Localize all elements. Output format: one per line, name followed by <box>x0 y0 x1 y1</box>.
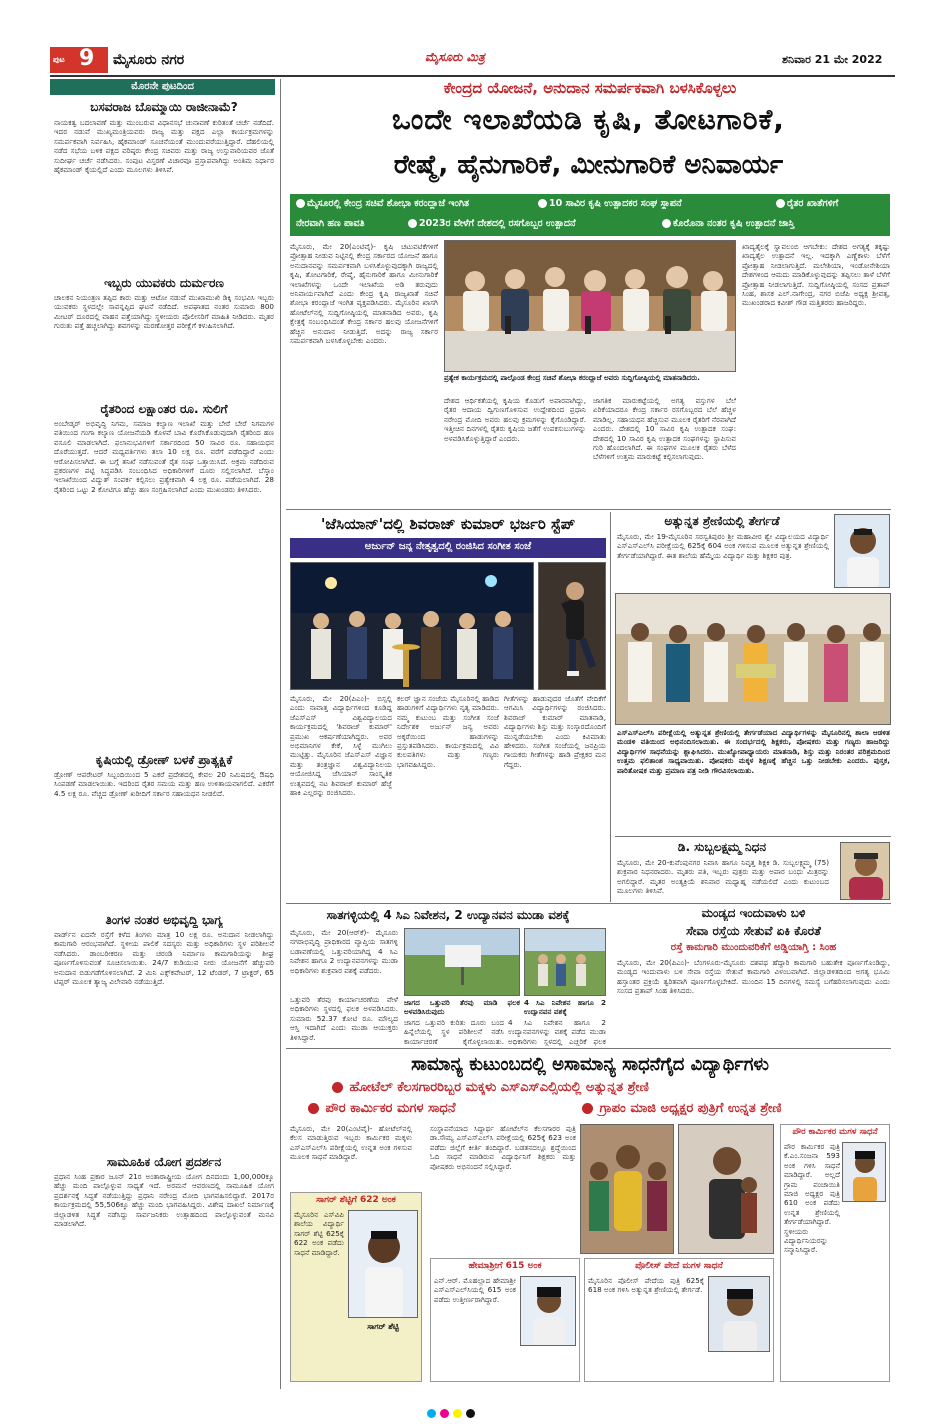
jssu-col1: ಮೈಸೂರು, ಮೇ 20(ಪಿಎಂ)- ಬಿಸ್ಸಲ್ಲಿ ಎಂದು ನಾವಾತ್ತ ವಿದ್ಯಾರ್ಥಿಗಳಿಂದ ಕೂಡಿದ್ದ ಜೆಎಸ್‌ಎಸ್ ವಿಶ್ವವಿದ್ಯಾಲಯದ ಕಾರ್ಯಕ್ರಮದಲ್ಲಿ 'ಶಿವರಾಜ್ ಕುಮಾರ್' ಪ್ರಮುಖ ಆಕರ್ಷಣೆಯಾಗಿದ್ದರು. ಅವರ ಅಭಿಮಾನಿಗಳ ಕೇಕೆ, ಸಿಳ್ಳೆ ಮುಗಿಲು ಮುಟ್ಟಿತ್ತು. ಮೈಸೂರಿನ ಜೆಎಸ್‌ಎಸ್ ವಿಜ್ಞಾನ ಮತ್ತು ತಂತ್ರಜ್ಞಾನ ವಿಶ್ವವಿದ್ಯಾನಿಲಯ ಆಯೋಜಿಸಿದ್ದ ಜೆಸಿಯಾನ್ ಸಾಂಸ್ಕೃತಿಕ ಉತ್ಸವದಲ್ಲಿ ನಟ ಶಿವರಾಜ್ ಕುಮಾರ್ ಹೆಜ್ಜೆ ಹಾಕಿ ಎಲ್ಲರನ್ನು ರಂಜಿಸಿದರು. <box>290 694 392 798</box>
lead-col2: ದೇಶದ ಆರ್ಥಿಕತೆಯಲ್ಲಿ ಕೃಷಿಯ ಕೊಡುಗೆ ಅಪಾರವಾಗಿದ್ದು, ರೈತರ ಆದಾಯ ದ್ವಿಗುಣಗೊಳಿಸುವ ಉದ್ದೇಶದಿಂದ ಪ್ರಧಾನಿ ನರೇಂದ್ರ ಮೋದಿ ಅವರು ಹಲವು ಕ್ರಮಗಳನ್ನು ಕೈಗೊಂಡಿದ್ದಾರೆ. ಇತ್ತೀಚಿನ ದಿನಗಳಲ್ಲಿ ರೈತರು ಕೃಷಿಯ ಜತೆಗೆ ಉಪಕಸುಬುಗಳನ್ನು ಅಳವಡಿಸಿಕೊಳ್ಳುತ್ತಿದ್ದಾರೆ ಎಂದರು. <box>444 396 586 443</box>
right-box-body: ಪೌರ ಕಾರ್ಮಿಕರ ಪುತ್ರಿ ಕೆ.ಎಂ.ಸಂಜನಾ 593 ಅಂಕ ಗಳಿಸಿ ಸಾಧನೆ ಮಾಡಿದ್ದಾರೆ. ಅಲ್ಲದೆ ಗ್ರಾಮ ಪಂಚಾಯಿತಿ ಮಾಜಿ ಅಧ್ಯಕ್ಷರ ಪುತ್ರಿ 610 ಅಂಕ ಪಡೆದು ಉನ್ನತ ಶ್ರೇಣಿಯಲ್ಲಿ ತೇರ್ಗಡೆಯಾಗಿದ್ದಾರೆ. ಸ್ಥಳೀಯರು ವಿದ್ಯಾರ್ಥಿನಿಯರನ್ನು ಸನ್ಮಾನಿಸಿದ್ದಾರೆ. <box>784 1142 840 1255</box>
lead-col4: ಖಾದ್ಯತೈಲಕ್ಕೆ ಸ್ವಾವಲಂಬಿ ಆಗಬೇಕು: ದೇಶದ ಅಗತ್ಯಕ್ಕೆ ತಕ್ಕಷ್ಟು ಖಾದ್ಯತೈಲ ಉತ್ಪಾದನೆ ಇಲ್ಲ. ಇದಕ್ಕಾಗಿ ಎಣ್ಣೆಕಾಳು ಬೆಳೆಗೆ ಪ್ರೋತ್ಸಾಹ ನೀಡಲಾಗುತ್ತಿದೆ. ಮಲೇಶಿಯಾ, ಇಂಡೋನೇಶಿಯಾ ದೇಶಗಳಿಂದ ಆಮದು ಮಾಡಿಕೊಳ್ಳುವುದನ್ನು ತಪ್ಪಿಸಲು ತಾಳೆ ಬೆಳೆಗೆ ಪ್ರೋತ್ಸಾಹ ನೀಡಲಾಗುತ್ತಿದೆ. ಸುದ್ದಿಗೋಷ್ಠಿಯಲ್ಲಿ ಸಂಸದ ಪ್ರತಾಪ್ ಸಿಂಹ, ಶಾಸಕ ಎಲ್.ನಾಗೇಂದ್ರ, ನಗರ ಬಿಜೆಪಿ ಅಧ್ಯಕ್ಷ ಶ್ರೀವತ್ಸ, ಮುಖಂಡರಾದ ಕವೀಶ್ ಗೌಡ ಮತ್ತಿತರರು ಹಾಜರಿದ್ದರು. <box>742 242 890 308</box>
right-box-title: ಪೌರ ಕಾರ್ಮಿಕರ ಮಗಳ ಸಾಧನೆ <box>792 1127 878 1137</box>
section-rule-2 <box>286 1048 891 1049</box>
story3-title: ರೈತರಿಂದ ಲಕ್ಷಾಂತರ ರೂ. ಸುಲಿಗೆ <box>100 402 228 416</box>
topper-ceremony: ಎಸ್‌ಎಸ್‌ಎಲ್‌ಸಿ ಪರೀಕ್ಷೆಯಲ್ಲಿ ಅತ್ಯುನ್ನತ ಶ್ರೇಣಿಯಲ್ಲಿ ತೇರ್ಗಡೆಯಾದ ವಿದ್ಯಾರ್ಥಿಗಳನ್ನು ಮೈಸೂರಿನಲ್ಲಿ ಶಾಲಾ ಆಡಳಿತ ಮಂಡಳಿ ವತಿಯಿಂದ ಅಭಿನಂದಿಸಲಾಯಿತು. ಈ ಸಂದರ್ಭದಲ್ಲಿ ಶಿಕ್ಷಕರು, ಪೋಷಕರು ಮತ್ತು ಗಣ್ಯರು ಹಾಜರಿದ್ದು ವಿದ್ಯಾರ್ಥಿಗಳ ಸಾಧನೆಯನ್ನು ಶ್ಲಾಘಿಸಿದರು. ಮುಖ್ಯೋಪಾಧ್ಯಾಯರು ಮಾತನಾಡಿ, ಶಿಸ್ತು ಮತ್ತು ನಿರಂತರ ಪರಿಶ್ರಮದಿಂದ ಉತ್ತಮ ಫಲಿತಾಂಶ ಸಾಧ್ಯವಾಯಿತು. ಪೋಷಕರು ಮಕ್ಕಳ ಶಿಕ್ಷಣಕ್ಕೆ ಹೆಚ್ಚಿನ ಒತ್ತು ನೀಡಬೇಕು ಎಂದರು. ಪುಸ್ತಕ, ಪಾರಿತೋಷಕ ಮತ್ತು ಪ್ರಮಾಣ ಪತ್ರ ನೀಡಿ ಗೌರವಿಸಲಾಯಿತು. <box>617 728 890 775</box>
story1-title: ಬಸವರಾಜ ಬೊಮ್ಮಾಯಿ ರಾಜೀನಾಮೆ? <box>90 100 238 114</box>
lead-col1: ಮೈಸೂರು, ಮೇ 20(ಎಂಟಿವೈ)- ಕೃಷಿ ಚಟುವಟಿಕೆಗಳಿಗೆ ಪ್ರೋತ್ಸಾಹ ನೀಡುವ ನಿಟ್ಟಿನಲ್ಲಿ ಕೇಂದ್ರ ಸರ್ಕಾರದ ಯೋಜನೆ ಹಾಗೂ ಅನುದಾನವನ್ನು ಸಮರ್ಪಕವಾಗಿ ಬಳಸಿಕೊಳ್ಳುವುದಕ್ಕಾಗಿ ರಾಜ್ಯದಲ್ಲಿ ಕೃಷಿ, ತೋಟಗಾರಿಕೆ, ರೇಷ್ಮೆ, ಹೈನುಗಾರಿಕೆ ಹಾಗೂ ಮೀನುಗಾರಿಕೆ ಇಲಾಖೆಗಳನ್ನು ಒಂದೇ ಇಲಾಖೆಯ ಅಡಿ ತರುವುದು ಅನಿವಾರ್ಯವಾಗಿದೆ ಎಂದು ಕೇಂದ್ರ ಕೃಷಿ ರಾಜ್ಯಖಾತೆ ಸಚಿವೆ ಶೋಭಾ ಕರಂದ್ಲಾಜೆ ಇಂಗಿತ ವ್ಯಕ್ತಪಡಿಸಿದರು. ಮೈಸೂರಿನ ಖಾಸಗಿ ಹೋಟೆಲ್‌ನಲ್ಲಿ ಸುದ್ದಿಗೋಷ್ಠಿಯಲ್ಲಿ ಮಾತನಾಡಿದ ಅವರು, ಕೃಷಿ ಕ್ಷೇತ್ರಕ್ಕೆ ಸಂಬಂಧಿಸಿದಂತೆ ಕೇಂದ್ರ ಸರ್ಕಾರ ಹಲವು ಯೋಜನೆಗಳಿಗೆ ಹೆಚ್ಚಿನ ಅನುದಾನ ನೀಡುತ್ತಿದೆ. ಅದನ್ನು ರಾಜ್ಯ ಸರ್ಕಾರ ಸಮರ್ಪಕವಾಗಿ ಬಳಸಿಕೊಳ್ಳಬೇಕು ಎಂದರು. <box>290 242 438 346</box>
lead-kicker: ಕೇಂದ್ರದ ಯೋಜನೆ, ಅನುದಾನ ಸಮರ್ಪಕವಾಗಿ ಬಳಸಿಕೊಳ್ಳಲು <box>443 79 737 97</box>
muda-headline: ಸಾತಗಳ್ಳಿಯಲ್ಲಿ 4 ಸಿಎ ನಿವೇಶನ, 2 ಉದ್ಯಾನವನ ಮುಡಾ ವಶಕ್ಕೆ <box>326 908 570 922</box>
lead-bullet-2: 10 ಸಾವಿರ ಕೃಷಿ ಉತ್ಪಾದಕರ ಸಂಘ ಸ್ಥಾಪನೆ <box>536 198 772 209</box>
muda-col2: ಒತ್ತುವರಿ ತೆರವು ಕಾರ್ಯಾಚರಣೆಯ ವೇಳೆ ಅಧಿಕಾರಿಗಳು ಸ್ಥಳದಲ್ಲಿ ಫಲಕ ಅಳವಡಿಸಿದರು. ಸುಮಾರು 52.37 ಕೋಟಿ ರೂ. ಮೌಲ್ಯದ ಆಸ್ತಿ ಇದಾಗಿದೆ ಎಂದು ಮುಡಾ ಆಯುಕ್ತರು ತಿಳಿಸಿದ್ದಾರೆ. <box>290 995 398 1042</box>
lead-bullet-6: ಕೊರೊನಾ ನಂತರ ಕೃಷಿ ಉತ್ಪಾದನೆ ಜಾಸ್ತಿ <box>660 218 890 229</box>
press-meet-photo <box>444 240 736 372</box>
story1-body: ನಾಯಕತ್ವ ಬದಲಾವಣೆ ಮತ್ತು ಮುಂಬರುವ ವಿಧಾನಸಭೆ ಚುನಾವಣೆ ಕುರಿತಂತೆ ಚರ್ಚೆ ನಡೆದಿದೆ. ಇದರ ನಡುವೆ ಮುಖ್ಯಮಂತ್ರಿಯವರು ರಾಜ್ಯ ಮತ್ತು ಪಕ್ಷದ ಎಲ್ಲಾ ಕಾರ್ಯಕ್ರಮಗಳನ್ನು ಸಮರ್ಪಕವಾಗಿ ನಿರ್ವಹಿಸಿ, ಹೈಕಮಾಂಡ್ ಸೂಚನೆಯಂತೆ ಮುಂದುವರೆಯುತ್ತಿದ್ದಾರೆ. ದೆಹಲಿಯಲ್ಲಿ ನಡೆದ ಸಭೆಯ ಬಳಿಕ ಪಕ್ಷದ ವರಿಷ್ಠರು ಕೇಂದ್ರ ಸಚಿವರು ಮತ್ತು ರಾಜ್ಯ ಉಸ್ತುವಾರಿಯವರ ಜೊತೆ ಸುದೀರ್ಘ ಚರ್ಚೆ ನಡೆಸಿದರು. ಸಂಪುಟ ವಿಸ್ತರಣೆ ವಿಚಾರವೂ ಪ್ರಸ್ತಾಪವಾಗಿದ್ದು ಅಂತಿಮ ನಿರ್ಧಾರ ಹೈಕಮಾಂಡ್ ಕೈಯಲ್ಲಿದೆ ಎಂದು ಮೂಲಗಳು ತಿಳಿಸಿವೆ. <box>54 118 274 175</box>
header-rule <box>50 75 895 77</box>
obituary-body: ಮೈಸೂರು, ಮೇ 20-ಕುವೆಂಪುನಗರ ನಿವಾಸಿ ಹಾಗೂ ನಿವೃತ್ತ ಶಿಕ್ಷಕಿ ಡಿ. ಸುಬ್ಬಲಕ್ಷ್ಮಮ್ಮ (75) ಶುಕ್ರವಾರ ನಿಧನರಾದರು. ಮೃತರು ಪತಿ, ಇಬ್ಬರು ಪುತ್ರರು ಮತ್ತು ಅಪಾರ ಬಂಧು ಮಿತ್ರರನ್ನು ಅಗಲಿದ್ದಾರೆ. ಮೃತರ ಅಂತ್ಯಕ್ರಿಯೆ ಶನಿವಾರ ಮಧ್ಯಾಹ್ನ ನಡೆಯಲಿದೆ ಎಂದು ಕುಟುಂಬದ ಮೂಲಗಳು ತಿಳಿಸಿವೆ. <box>617 858 829 896</box>
obituary-rule <box>615 836 891 837</box>
indu-subhead: ಸೇವಾ ರಸ್ತೆಯ ಸೇತುವೆ ಏಕಿ ಕೊರತೆ <box>686 924 821 938</box>
page-label: ಪುಟ <box>53 55 65 64</box>
jssu-col3: ಗೀತೆಗಳನ್ನು ಹಾಡುವುದರ ಜೊತೆಗೆ ವೇದಿಕೆಗೆ ಆಗಮಿಸಿ ವಿದ್ಯಾರ್ಥಿಗಳನ್ನು ರಂಜಿಸಿದರು. ಶಿವರಾಜ್ ಕುಮಾರ್ ಮಾತನಾಡಿ, ವಿದ್ಯಾರ್ಥಿಗಳು ಶಿಸ್ತು ಮತ್ತು ಸಂಸ್ಕಾರದೊಂದಿಗೆ ಮುನ್ನಡೆಯಬೇಕು ಎಂದು ಕಿವಿಮಾತು ಹೇಳಿದರು. ಸಂಗೀತ ಸಂಜೆಯಲ್ಲಿ ಜನಪ್ರಿಯ ಗಾಯಕರು ಗೀತೆಗಳನ್ನು ಹಾಡಿ ಪ್ರೇಕ್ಷಕರ ಮನ ಗೆದ್ದರು. <box>504 694 606 769</box>
lamp-lighting-photo <box>290 562 534 690</box>
section-title: ಮೈಸೂರು ನಗರ <box>113 52 185 68</box>
story2-title: ಇಬ್ಬರು ಯುವಕರು ದುರ್ಮರಣ <box>104 276 224 290</box>
jssu-subhead: ಅರ್ಜುನ್ ಜನ್ಯ ನೇತೃತ್ವದಲ್ಲಿ ರಂಜಿಸಿದ ಸಂಗೀತ ಸಂಜೆ <box>364 541 532 552</box>
lead-bullet-4: ನೇರವಾಗಿ ಹಣ ಪಾವತಿ <box>296 218 365 229</box>
lead-headline-line2: ರೇಷ್ಮೆ, ಹೈನುಗಾರಿಕೆ, ಮೀನುಗಾರಿಕೆ ಅನಿವಾರ್ಯ <box>393 150 784 180</box>
students-headline: ಸಾಮಾನ್ಯ ಕುಟುಂಬದಲ್ಲಿ ಅಸಾಮಾನ್ಯ ಸಾಧನೆಗೈದ ವಿದ್ಯಾರ್ಥಿಗಳು <box>411 1054 769 1075</box>
indu-sub2: ರಸ್ತೆ ಕಾಮಗಾರಿ ಮುಂದುವರಿಕೆಗೆ ಅಡ್ಡಿಯಾಗ್ತಿ : ಸಿಂಹ <box>670 942 837 953</box>
story6-title: ಸಾಮೂಹಿಕ ಯೋಗ ಪ್ರದರ್ಶನ <box>106 1155 222 1169</box>
topper-body: ಮೈಸೂರು, ಮೇ 19-ಮೈಸೂರಿನ ಸರಸ್ವತಿಪುರಂ ಶ್ರೀ ಮಹಾವೀರ ಶ್ವೇ ವಿದ್ಯಾಲಯದ ವಿದ್ಯಾರ್ಥಿ ಎಸ್‌ಎಸ್‌ಎಲ್‌ಸಿ ಪರೀಕ್ಷೆಯಲ್ಲಿ 625ಕ್ಕೆ 604 ಅಂಕ ಗಳಿಸುವ ಮೂಲಕ ಅತ್ಯುನ್ನತ ಶ್ರೇಣಿಯಲ್ಲಿ ತೇರ್ಗಡೆಯಾಗಿದ್ದಾರೆ. ಈತ ಶಾಲೆಯ ಹೆಮ್ಮೆಯ ವಿದ್ಯಾರ್ಥಿ ಮತ್ತು ಶಿಕ್ಷಕರ ಪುತ್ರ. <box>617 532 829 560</box>
story5-title: ತಿಂಗಳ ನಂತರ ಅಭಿವೃದ್ಧಿ ಭಾಗ್ಯ <box>105 913 223 927</box>
indu-body: ಮೈಸೂರು, ಮೇ 20(ಪಿಎಂ)- ಬೆಂಗಳೂರು-ಮೈಸೂರು ದಶಪಥ ಹೆದ್ದಾರಿ ಕಾಮಗಾರಿ ಬಹುತೇಕ ಪೂರ್ಣಗೊಂಡಿದ್ದು, ಮಂಡ್ಯದ ಇಂದುವಾಳು ಬಳಿ ಸೇವಾ ರಸ್ತೆಯ ಸೇತುವೆ ಕಾಮಗಾರಿ ವಿಳಂಬವಾಗಿದೆ. ಜಿಲ್ಲಾಡಳಿತದಿಂದ ಅಗತ್ಯ ಭೂಮಿ ಹಸ್ತಾಂತರ ಪ್ರಕ್ರಿಯೆ ತ್ವರಿತವಾಗಿ ಪೂರ್ಣಗೊಳ್ಳಬೇಕಿದೆ. ಮುಂದಿನ 15 ದಿನಗಳಲ್ಲಿ ಸಮಸ್ಯೆ ಬಗೆಹರಿಸಲಾಗುವುದು ಎಂದು ಸಂಸದ ಪ್ರತಾಪ್ ಸಿಂಹ ತಿಳಿಸಿದರು. <box>617 958 890 996</box>
box1-portrait <box>348 1210 418 1318</box>
lead-bottom-rule <box>286 509 891 510</box>
story2-body: ಚಾಲಕನ ನಿಯಂತ್ರಣ ತಪ್ಪಿದ ಕಾರು ಮತ್ತು ಆಟೋ ನಡುವೆ ಮುಖಾಮುಖಿ ಡಿಕ್ಕಿ ಸಂಭವಿಸಿ ಇಬ್ಬರು ಯುವಕರು ಸ್ಥಳದಲ್ಲೇ ಸಾವನ್ನಪ್ಪಿದ ಘಟನೆ ನಡೆದಿದೆ. ಅಪಘಾತದ ನಂತರ ಸುಮಾರು 800 ಮೀಟರ್ ದೂರದಲ್ಲಿ ವಾಹನ ಪತ್ತೆಯಾಗಿದ್ದು ಸ್ಥಳೀಯರು ಪೊಲೀಸರಿಗೆ ಮಾಹಿತಿ ನೀಡಿದರು. ಮೃತರ ಗುರುತು ಪತ್ತೆ ಹಚ್ಚಲಾಗಿದ್ದು ಶವಗಳನ್ನು ಮರಣೋತ್ತರ ಪರೀಕ್ಷೆಗೆ ಕಳುಹಿಸಲಾಗಿದೆ. <box>54 293 274 331</box>
mid-divider <box>610 512 611 902</box>
muda-col1: ಮೈಸೂರು, ಮೇ 20(ಆರ್‌ಕೆ)- ಮೈಸೂರು ನಗರಾಭಿವೃದ್ಧಿ ಪ್ರಾಧಿಕಾರದ ವ್ಯಾಪ್ತಿಯ ಸಾತಗಳ್ಳಿ ಬಡಾವಣೆಯಲ್ಲಿ ಒತ್ತುವರಿಯಾಗಿದ್ದ 4 ಸಿಎ ನಿವೇಶನ ಹಾಗೂ 2 ಉದ್ಯಾನವನಗಳನ್ನು ಮುಡಾ ಅಧಿಕಾರಿಗಳು ಶುಕ್ರವಾರ ವಶಕ್ಕೆ ಪಡೆದರು. <box>290 928 398 975</box>
continued-label: ಮೊರನೇ ಪುಟದಿಂದ <box>131 81 194 92</box>
students-sub1: ಹೋಟೆಲ್ ಕೆಲಸಗಾರರಿಬ್ಬರ ಮಕ್ಕಳು ಎಸ್ಎಸ್ಎಲ್ಸಿಯಲ್ಲಿ ಅತ್ಯುನ್ನತ ಶ್ರೇಣಿ <box>330 1080 890 1095</box>
students-intro: ಮೈಸೂರು, ಮೇ 20(ಎಂಟಿವೈ)- ಹೋಟೆಲ್‌ನಲ್ಲಿ ಕೆಲಸ ಮಾಡುತ್ತಿರುವ ಇಬ್ಬರು ಕಾರ್ಮಿಕರ ಮಕ್ಕಳು ಎಸ್‌ಎಸ್‌ಎಲ್‌ಸಿ ಪರೀಕ್ಷೆಯಲ್ಲಿ ಉನ್ನತ ಅಂಕ ಗಳಿಸುವ ಮೂಲಕ ಸಾಧನೆ ಮಾಡಿದ್ದಾರೆ. <box>290 1124 412 1162</box>
date-line: ಶನಿವಾರ 21 ಮೇ 2022 <box>782 53 883 66</box>
students-sub3: ಗ್ರಾಪಂ ಮಾಜಿ ಅಧ್ಯಕ್ಷರ ಪುತ್ರಿಗೆ ಉನ್ನತ ಶ್ರೇಣಿ <box>580 1101 890 1116</box>
box2-portrait <box>520 1276 576 1346</box>
muda-site-photo-2 <box>524 928 606 996</box>
students-mid: ಸಂಸ್ಥಾಪನೆಯಾದ ಸಿದ್ದಾರ್ಥ ಹೋಟೆಲ್‌ನ ಕೆಲಸಗಾರರ ಪುತ್ರಿ ಡಾ.ಸೌಮ್ಯ ಎಸ್‌ಎಸ್‌ಎಲ್‌ಸಿ ಪರೀಕ್ಷೆಯಲ್ಲಿ 625ಕ್ಕೆ 623 ಅಂಕ ಪಡೆದು ಜಿಲ್ಲೆಗೆ ಕೀರ್ತಿ ತಂದಿದ್ದಾರೆ. ಬಡತನದಲ್ಲೂ ಶ್ರದ್ಧೆಯಿಂದ ಓದಿ ಸಾಧನೆ ಮಾಡಿರುವ ವಿದ್ಯಾರ್ಥಿನಿಗೆ ಶಿಕ್ಷಕರು ಮತ್ತು ಪೋಷಕರು ಅಭಿನಂದನೆ ಸಲ್ಲಿಸಿದ್ದಾರೆ. <box>430 1124 576 1171</box>
jssu-headline: 'ಜೆಸಿಯಾನ್'ದಲ್ಲಿ ಶಿವರಾಜ್ ಕುಮಾರ್ ಭರ್ಜರಿ ಸ್ಟೆಪ್ <box>320 515 576 533</box>
lead-caption: ಪ್ರತ್ಯೇಕ ಕಾರ್ಯಕ್ರಮದಲ್ಲಿ ಪಾಲ್ಗೊಂಡ ಕೇಂದ್ರ ಸಚಿವೆ ಶೋಭಾ ಕರಂದ್ಲಾಜೆ ಅವರು ಸುದ್ದಿಗೋಷ್ಠಿಯಲ್ಲಿ ಮಾತನಾಡಿದರು. <box>444 374 700 382</box>
students-sub2: ಪೌರ ಕಾರ್ಮಿಕರ ಮಗಳ ಸಾಧನೆ <box>306 1101 576 1116</box>
muda-col4: 4 ಸಿಎ ನಿವೇಶನ ಹಾಗೂ 2 ಉದ್ಯಾನವನಗಳನ್ನು ವಶಕ್ಕೆ ಪಡೆದ ಮುಡಾ ಅಧಿಕಾರಿಗಳು ಸ್ಥಳದಲ್ಲಿ ಎಚ್ಚರಿಕೆ ಫಲಕ <box>508 1018 606 1046</box>
lead-bullet-5: 2023ರ ವೇಳೆಗೆ ದೇಶದಲ್ಲಿ ರಸಗೊಬ್ಬರ ಉತ್ಪಾದನೆ <box>406 218 658 229</box>
column-divider <box>280 79 281 1389</box>
indu-headline: ಮಂಡ್ಯದ ಇಂದುವಾಳು ಬಳಿ <box>701 906 806 920</box>
muda-caption-2: 4 ಸಿಎ ನಿವೇಶನ ಹಾಗೂ 2 ಉದ್ಯಾನವನ ವಶಕ್ಕೆ <box>524 998 606 1016</box>
lead-bullet-3: ರೈತರ ಖಾತೆಗಳಿಗೆ <box>774 198 890 209</box>
felicitation-photo <box>615 593 891 725</box>
box3-portrait <box>708 1276 770 1352</box>
section-rule-1 <box>286 903 891 904</box>
lead-bullet-1: ಮೈಸೂರಲ್ಲಿ ಕೇಂದ್ರ ಸಚಿವೆ ಶೋಭಾ ಕರಂದ್ಲಾಜೆ ಇಂಗಿತ <box>294 198 534 209</box>
story3-body: ಅಂಬೇಡ್ಕರ್ ಅಭಿವೃದ್ಧಿ ನಿಗಮ, ಸಮಾಜ ಕಲ್ಯಾಣ ಇಲಾಖೆ ಮತ್ತು ಬೇರೆ ಬೇರೆ ನಿಗಮಗಳ ವತಿಯಿಂದ ಗಂಗಾ ಕಲ್ಯಾಣ ಯೋಜನೆಯಡಿ ಕೊಳವೆ ಬಾವಿ ಕೊರೆಸಿಕೊಡುವುದಾಗಿ ರೈತರಿಂದ ಹಣ ವಸೂಲಿ ಮಾಡಲಾಗಿದೆ. ಫಲಾನುಭವಿಗಳಿಗೆ ಸರ್ಕಾರದಿಂದ 50 ಸಾವಿರ ರೂ. ಸಹಾಯಧನ ದೊರೆಯುತ್ತದೆ. ಆದರೆ ಮಧ್ಯವರ್ತಿಗಳು ತಲಾ 10 ಲಕ್ಷ ರೂ. ವರೆಗೆ ಪಡೆದಿದ್ದಾರೆ ಎಂದು ಆರೋಪಿಸಲಾಗಿದೆ. ಈ ಬಗ್ಗೆ ತನಿಖೆ ನಡೆಸುವಂತೆ ರೈತ ಸಂಘ ಒತ್ತಾಯಿಸಿದೆ. ಅಕ್ರಮ ನಡೆದಿರುವ ಪ್ರಕರಣಗಳ ಪಟ್ಟಿ ಸಿದ್ಧಪಡಿಸಿ ಸಂಬಂಧಿಸಿದ ಅಧಿಕಾರಿಗಳಿಗೆ ದೂರು ಸಲ್ಲಿಸಲಾಗಿದೆ. ಬೆಸ್ಕಾಂ ಇಲಾಖೆಯಿಂದ ವಿದ್ಯುತ್ ಸಂಪರ್ಕ ಕಲ್ಪಿಸಲು ಪ್ರತ್ಯೇಕವಾಗಿ 4 ಲಕ್ಷ ರೂ. ಪಡೆಯಲಾಗಿದೆ. 28 ರೈತರಿಂದ ಒಟ್ಟು 2 ಕೋಟಿಗೂ ಹೆಚ್ಚು ಹಣ ಸಂಗ್ರಹಿಸಲಾಗಿದೆ ಎಂದು ಮುಖಂಡರು ತಿಳಿಸಿದರು. <box>54 419 274 494</box>
box2-title: ಹೇಮಾಶ್ರೀಗೆ 615 ಅಂಕ <box>468 1261 542 1271</box>
topper-portrait <box>834 514 890 588</box>
obituary-headline: ಡಿ. ಸುಬ್ಬಲಕ್ಷ್ಮಮ್ಮ ನಿಧನ <box>677 840 767 854</box>
story5-body: ವಾರ್ಡ್‌ನ ಐದನೇ ರಸ್ತೆಗೆ ಕಳೆದ ತಿಂಗಳು ಮಾತ್ರ 10 ಲಕ್ಷ ರೂ. ಅನುದಾನ ನೀಡಲಾಗಿದ್ದು ಕಾಮಗಾರಿ ಆರಂಭವಾಗಿದೆ. ಸ್ಥಳೀಯ ಪಾಲಿಕೆ ಸದಸ್ಯರು ಮತ್ತು ಅಧಿಕಾರಿಗಳು ಸ್ಥಳ ಪರಿಶೀಲನೆ ನಡೆಸಿದರು. ಡಾಂಬರೀಕರಣ ಮತ್ತು ಚರಂಡಿ ನಿರ್ಮಾಣ ಕಾಮಗಾರಿಯನ್ನು ಶೀಘ್ರ ಪೂರ್ಣಗೊಳಿಸುವಂತೆ ಸೂಚಿಸಲಾಯಿತು. 24/7 ಕುಡಿಯುವ ನೀರು ಯೋಜನೆಗೆ ಹೆಚ್ಚುವರಿ ಅನುದಾನ ಬಿಡುಗಡೆಗೊಳಿಸಲಾಗಿದೆ. 2 ಮಿನಿ ಎಕ್ಸ್‌ಕವೇಟರ್, 12 ಟೆಂಡರ್, 7 ಟ್ರಾಕ್ಟರ್, 65 ಟಿಪ್ಪರ್ ಮೂಲಕ ತ್ಯಾಜ್ಯ ವಿಲೇವಾರಿ ನಡೆಯುತ್ತಿದೆ. <box>54 930 274 987</box>
muda-col3: ಜಾಗದ ಒತ್ತುವರಿ ಕುರಿತು ದೂರು ಬಂದ ಹಿನ್ನೆಲೆಯಲ್ಲಿ ಸ್ಥಳ ಪರಿಶೀಲನೆ ನಡೆಸಿ ಕಾರ್ಯಾಚರಣೆ ಕೈಗೊಳ್ಳಲಾಯಿತು. <box>404 1018 504 1046</box>
muda-caption-1: ಜಾಗದ ಒತ್ತುವರಿ ತೆರವು ಮಾಡಿ ಫಲಕ ಅಳವಡಿಸಿರುವುದು <box>404 998 520 1016</box>
lead-col3: ಜಾಗತಿಕ ಮಾರುಕಟ್ಟೆಯಲ್ಲಿ ಅಗತ್ಯ ವಸ್ತುಗಳ ಬೆಲೆ ಏರಿಕೆಯಾದರೂ ಕೇಂದ್ರ ಸರ್ಕಾರ ರಸಗೊಬ್ಬರದ ಬೆಲೆ ಹೆಚ್ಚಳ ಮಾಡಿಲ್ಲ. ಸಹಾಯಧನ ಹೆಚ್ಚಿಸುವ ಮೂಲಕ ರೈತರಿಗೆ ನೆರವಾಗಿದೆ ಎಂದರು. ದೇಶದಲ್ಲಿ 10 ಸಾವಿರ ಕೃಷಿ ಉತ್ಪಾದಕ ಸಂಘ: ದೇಶದಲ್ಲಿ 10 ಸಾವಿರ ಕೃಷಿ ಉತ್ಪಾದಕ ಸಂಘಗಳನ್ನು ಸ್ಥಾಪಿಸುವ ಗುರಿ ಹೊಂದಲಾಗಿದೆ. ಈ ಸಂಘಗಳ ಮೂಲಕ ರೈತರು ಬೆಳೆದ ಬೆಳೆಗಳಿಗೆ ಉತ್ತಮ ಮಾರುಕಟ್ಟೆ ಕಲ್ಪಿಸಲಾಗುವುದು. <box>593 396 736 462</box>
story6-body: ಪ್ರಧಾನ ಸಿಂಹ ಪ್ರಕಾರ ಜೂನ್ 21ರ ಅಂತಾರಾಷ್ಟ್ರೀಯ ಯೋಗ ದಿನದಂದು 1,00,000ಕ್ಕೂ ಹೆಚ್ಚು ಮಂದಿ ಪಾಲ್ಗೊಳ್ಳುವ ಸಾಧ್ಯತೆ ಇದೆ. ಅರಮನೆ ಆವರಣದಲ್ಲಿ ಸಾಮೂಹಿಕ ಯೋಗ ಪ್ರದರ್ಶನಕ್ಕೆ ಸಿದ್ಧತೆ ನಡೆಯುತ್ತಿದ್ದು ಪ್ರಧಾನಿ ನರೇಂದ್ರ ಮೋದಿ ಭಾಗವಹಿಸಲಿದ್ದಾರೆ. 2017ರ ಕಾರ್ಯಕ್ರಮದಲ್ಲಿ 55,506ಕ್ಕೂ ಹೆಚ್ಚು ಮಂದಿ ಭಾಗವಹಿಸಿದ್ದರು. ವಿಶೇಷ ದಾಖಲೆ ನಿರ್ಮಾಣಕ್ಕೆ ಜಿಲ್ಲಾಡಳಿತ ಸಿದ್ಧತೆ ನಡೆಸಿದ್ದು ಸಾರ್ವಜನಿಕರು ಉತ್ಸಾಹದಿಂದ ಪಾಲ್ಗೊಳ್ಳುವಂತೆ ಮನವಿ ಮಾಡಲಾಗಿದೆ. <box>54 1172 274 1229</box>
family-photo <box>580 1124 674 1254</box>
story4-body: ಡ್ರೋಣ್ ಆಪರೇಟರ್ ಸಿಬ್ಬಂದಿಯಿಂದ 5 ಎಕರೆ ಪ್ರದೇಶದಲ್ಲಿ ಕೇವಲ 20 ನಿಮಿಷದಲ್ಲಿ ಔಷಧಿ ಸಿಂಪಡಣೆ ಮಾಡಲಾಯಿತು. ಇದರಿಂದ ರೈತರ ಸಮಯ ಮತ್ತು ಹಣ ಉಳಿತಾಯವಾಗಲಿದೆ. ಎಕರೆಗೆ 4.5 ಲಕ್ಷ ರೂ. ವೆಚ್ಚದ ಡ್ರೋಣ್ ಖರೀದಿಗೆ ಸರ್ಕಾರ ಸಹಾಯಧನ ನೀಡಲಿದೆ. <box>54 770 274 798</box>
color-registration-marks <box>425 1408 477 1419</box>
box3-body: ಮೈಸೂರಿನ ಪೊಲೀಸ್ ಪೇದೆಯ ಪುತ್ರಿ 625ಕ್ಕೆ 618 ಅಂಕ ಗಳಿಸಿ ಅತ್ಯುನ್ನತ ಶ್ರೇಣಿಯಲ್ಲಿ ತೇರ್ಗಡೆ. <box>588 1276 704 1295</box>
box1-body: ಮೈಸೂರಿನ ಎಸ್‌ವಿಪಿ ಶಾಲೆಯ ವಿದ್ಯಾರ್ಥಿ ಸಾಗರ್ ಶೆಟ್ಟಿ 625ಕ್ಕೆ 622 ಅಂಕ ಪಡೆದು ಸಾಧನೆ ಮಾಡಿದ್ದಾರೆ. <box>294 1210 344 1257</box>
lead-headline-line1: ಒಂದೇ ಇಲಾಖೆಯಡಿ ಕೃಷಿ, ತೋಟಗಾರಿಕೆ, <box>392 103 785 136</box>
muda-site-photo-1 <box>404 928 520 996</box>
box3-title: ಪೊಲೀಸ್ ಪೇದೆ ಮಗಳ ಸಾಧನೆ <box>635 1261 723 1271</box>
story4-title: ಕೃಷಿಯಲ್ಲಿ ಡ್ರೋಣ್ ಬಳಕೆ ಪ್ರಾತ್ಯಕ್ಷಿಕೆ <box>95 753 233 767</box>
right-box-portrait <box>842 1142 886 1202</box>
father-photo <box>678 1124 774 1254</box>
box2-body: ಎನ್.ಆರ್. ಮೊಹಲ್ಲಾದ ಹೇಮಾಶ್ರೀ ಎಸ್‌ಎಸ್‌ಎಲ್‌ಸಿಯಲ್ಲಿ 615 ಅಂಕ ಪಡೆದು ಉತ್ತೀರ್ಣರಾಗಿದ್ದಾರೆ. <box>434 1276 516 1304</box>
page-number: 9 <box>79 46 95 71</box>
box1-title: ಸಾಗರ್ ಶೆಟ್ಟಿಗೆ 622 ಅಂಕ <box>316 1195 396 1205</box>
obituary-portrait <box>840 842 890 900</box>
topper-headline: ಅತ್ಯುನ್ನತ ಶ್ರೇಣಿಯಲ್ಲಿ ತೇರ್ಗಡೆ <box>664 514 780 528</box>
jssu-col2: ಕಲರ್ ಜ್ಞಾನ ಸಂಜೆಯ ಮೈಸೂರಿನಲ್ಲಿ ಹಾಡಿದ ಹಾಡುಗಳಿಗೆ ವಿದ್ಯಾರ್ಥಿಗಳು ನೃತ್ಯ ಮಾಡಿದರು. ನಮ್ಮ ಕುಟುಂಬ ಮತ್ತು ಸಂಗೀತ ಸಂಜೆ ನಿರ್ದೇಶಕ ಅರ್ಜುನ್ ಜನ್ಯ ಅವರು ಅಕ್ಕರೆಯಿಂದ ಹಾಡುಗಳನ್ನು ಪ್ರಸ್ತುತಪಡಿಸಿದರು. ಕಾರ್ಯಕ್ರಮದಲ್ಲಿ ವಿವಿ ಕುಲಪತಿಗಳು ಮತ್ತು ಗಣ್ಯರು ಭಾಗವಹಿಸಿದ್ದರು. <box>397 694 499 769</box>
masthead: ಮೈಸೂರು ಮಿತ್ರ <box>425 50 485 64</box>
box1-caption: ಸಾಗರ್ ಶೆಟ್ಟಿ <box>367 1322 399 1331</box>
shivarajkumar-dance-photo <box>538 562 606 690</box>
